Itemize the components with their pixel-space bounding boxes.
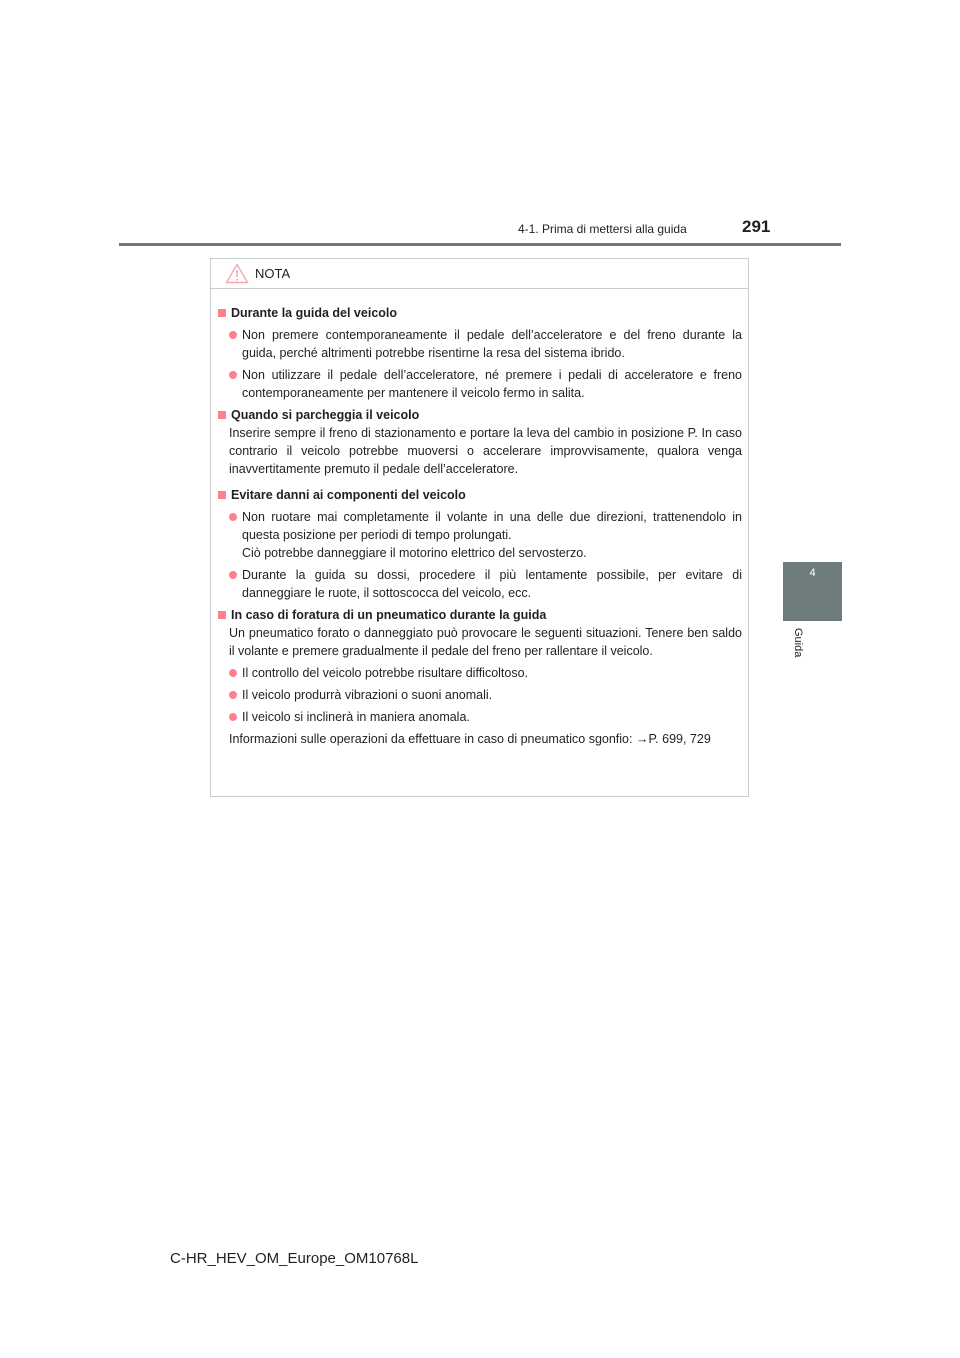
list-item: Il controllo del veicolo potrebbe risultare difficoltoso. — [229, 664, 742, 682]
list-item: Il veicolo produrrà vibrazioni o suoni anomali. — [229, 686, 742, 704]
round-bullet-icon — [229, 331, 237, 339]
page-number: 291 — [742, 217, 771, 236]
section-heading: Evitare danni ai componenti del veicolo — [217, 486, 742, 504]
square-bullet-icon — [218, 309, 226, 317]
note-title: NOTA — [255, 266, 291, 281]
header-divider — [119, 243, 841, 246]
section-title: 4-1. Prima di mettersi alla guida — [518, 222, 687, 236]
warning-triangle-icon — [225, 263, 249, 284]
square-bullet-icon — [218, 411, 226, 419]
section-heading: In caso di foratura di un pneumatico durante la guida — [217, 606, 742, 624]
note-header — [211, 259, 748, 289]
note-box — [210, 258, 749, 797]
round-bullet-icon — [229, 669, 237, 677]
note-body — [211, 289, 748, 748]
round-bullet-icon — [229, 571, 237, 579]
square-bullet-icon — [218, 611, 226, 619]
paragraph: Un pneumatico forato o danneggiato può provocare le seguenti situazioni. Tenere ben saldo il volante e premere gradualmente il pedale del freno per rallentare il veicolo. — [229, 626, 742, 658]
chapter-number: 4 — [809, 567, 816, 579]
round-bullet-icon — [229, 513, 237, 521]
chapter-label: Guida — [792, 628, 804, 658]
section-heading: Durante la guida del veicolo — [217, 304, 742, 322]
page-reference[interactable]: Informazioni sulle operazioni da effettuare in caso di pneumatico sgonfio: →P. 699, 729 — [229, 732, 711, 746]
chapter-tab[interactable] — [783, 562, 842, 621]
list-item: Non utilizzare il pedale dell’acceleratore, né premere i pedali di acceleratore e freno contemporaneamente per mantenere il veicolo fermo in salita. — [229, 366, 742, 402]
list-item: Il veicolo si inclinerà in maniera anomala. — [229, 708, 742, 726]
list-item: Non ruotare mai completamente il volante in una delle due direzioni, trattenendolo in questa posizione per periodi di tempo prolungati. Ciò potrebbe danneggiare il motorino elettrico del servosterzo. — [229, 508, 742, 562]
section-heading: Quando si parcheggia il veicolo — [217, 406, 742, 424]
document-id: C-HR_HEV_OM_Europe_OM10768L — [170, 1250, 419, 1267]
round-bullet-icon — [229, 713, 237, 721]
paragraph: Inserire sempre il freno di stazionamento e portare la leva del cambio in posizione P. In caso contrario il veicolo potrebbe muoversi o accelerare improvvisamente, qualora venga inavvertitamente premuto il pedale dell’acceleratore. — [229, 426, 742, 476]
round-bullet-icon — [229, 691, 237, 699]
list-item: Non premere contemporaneamente il pedale dell’acceleratore e del freno durante la guida, perché altrimenti potrebbe risentirne la resa del sistema ibrido. — [229, 326, 742, 362]
square-bullet-icon — [218, 491, 226, 499]
round-bullet-icon — [229, 371, 237, 379]
list-item: Durante la guida su dossi, procedere il più lentamente possibile, per evitare di danneggiare le ruote, il sottoscocca del veicolo, ecc. — [229, 566, 742, 602]
